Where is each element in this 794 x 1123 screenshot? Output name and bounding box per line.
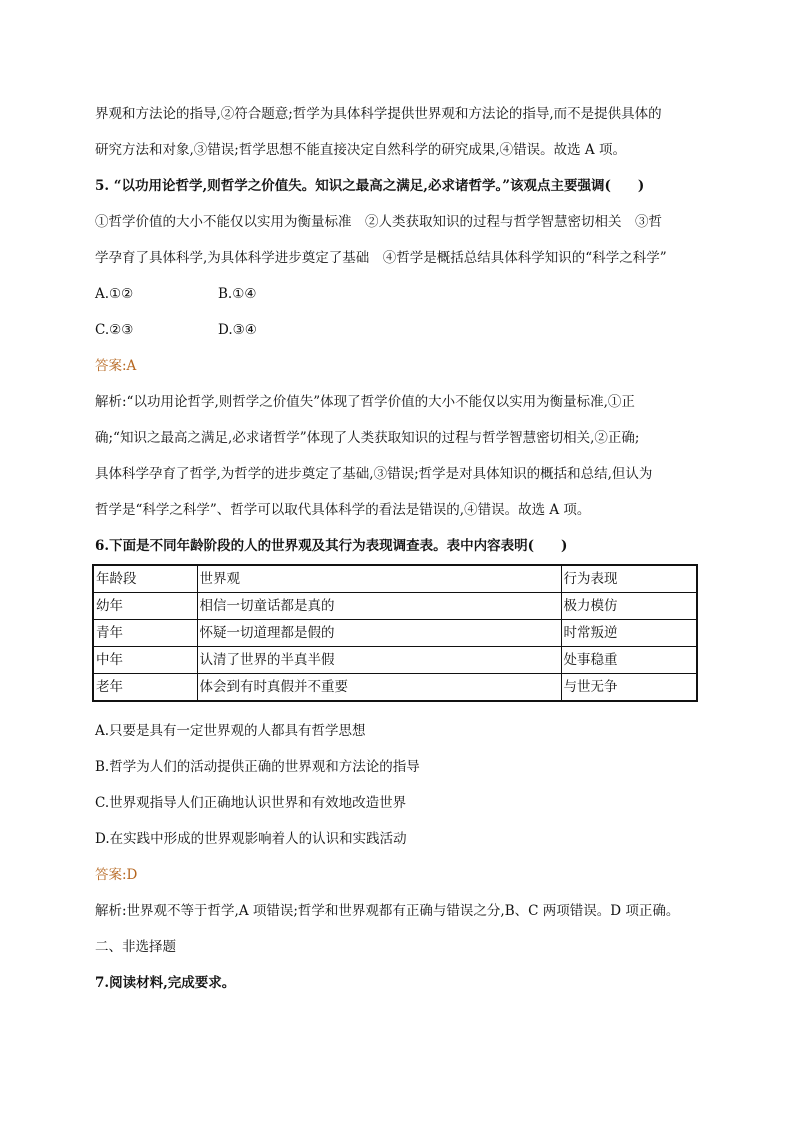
table-row	[93, 647, 697, 674]
option-d: D.③④	[218, 322, 257, 338]
table-row	[93, 674, 697, 702]
question-5-analysis	[95, 393, 635, 411]
table-cell: 幼年	[93, 593, 197, 620]
question-6-stem: 6.下面是不同年龄阶段的人的世界观及其行为表现调查表。表中内容表明( )	[95, 538, 568, 554]
section-heading: 二、非选择题	[95, 939, 176, 955]
table-cell: 时常叛逆	[561, 620, 697, 647]
question-7-stem: 7.阅读材料,完成要求。	[95, 975, 236, 991]
question-5-analysis: 具体科学孕育了哲学,为哲学的进步奠定了基础,③错误;哲学是对具体知识的概括和总结,但认为	[95, 466, 653, 482]
question-5-statements: 学孕育了具体科学,为具体科学进步奠定了基础 ④哲学是概括总结具体科学知识的“科学之科学”	[95, 250, 667, 266]
question-5-answer: 答案:A	[95, 358, 137, 374]
table-header-cell: 世界观	[197, 565, 561, 593]
option-c: C.②③	[95, 322, 134, 338]
table-cell: 极力模仿	[561, 593, 697, 620]
question-6-analysis: 解析:世界观不等于哲学,A 项错误;哲学和世界观都有正确与错误之分,B、C 两项错误。D 项正确。	[95, 903, 680, 919]
table-header-cell: 年龄段	[93, 565, 197, 593]
question-5-analysis: 确;“知识之最高之满足,必求诸哲学”体现了人类获取知识的过程与哲学智慧密切相关,②正确;	[95, 430, 640, 446]
question-5-analysis: 哲学是“科学之科学”、哲学可以取代具体科学的看法是错误的,④错误。故选 A 项。	[95, 502, 591, 518]
paragraph-line: 界观和方法论的指导,②符合题意;哲学为具体科学提供世界观和方法论的指导,而不是提供具体的	[95, 106, 662, 122]
analysis-text: 解析:“以功用论哲学,则哲学之价值失”体现了哲学价值的大小不能仅以实用为衡量标准,①正	[95, 394, 635, 410]
table-cell: 认清了世界的半真半假	[197, 647, 561, 674]
table-cell: 相信一切童话都是真的	[197, 593, 561, 620]
question-6-option-c: C.世界观指导人们正确地认识世界和有效地改造世界	[95, 795, 407, 811]
table-row	[93, 620, 697, 647]
table-row	[93, 593, 697, 620]
table-cell: 处事稳重	[561, 647, 697, 674]
table-cell: 青年	[93, 620, 197, 647]
question-5-stem: 5. “以功用论哲学,则哲学之价值失。知识之最高之满足,必求诸哲学。”该观点主要强调( )	[95, 178, 645, 194]
table-cell: 中年	[93, 647, 197, 674]
question-6-answer: 答案:D	[95, 867, 138, 883]
paragraph-line: 研究方法和对象,③错误;哲学思想不能直接决定自然科学的研究成果,④错误。故选 A 项。	[95, 142, 626, 158]
table-cell: 老年	[93, 674, 197, 702]
table-cell: 怀疑一切道理都是假的	[197, 620, 561, 647]
question-6-option-d: D.在实践中形成的世界观影响着人的认识和实践活动	[95, 831, 407, 847]
survey-table	[92, 564, 698, 702]
table-header-cell: 行为表现	[561, 565, 697, 593]
table-cell: 与世无争	[561, 674, 697, 702]
table-cell: 体会到有时真假并不重要	[197, 674, 561, 702]
question-6-option-a: A.只要是具有一定世界观的人都具有哲学思想	[95, 723, 366, 739]
option-a: A.①②	[95, 286, 134, 302]
table-header-row	[93, 565, 697, 593]
option-b: B.①④	[218, 286, 257, 302]
question-5-statements: ①哲学价值的大小不能仅以实用为衡量标准 ②人类获取知识的过程与哲学智慧密切相关 ③哲	[95, 214, 662, 230]
question-6-option-b: B.哲学为人们的活动提供正确的世界观和方法论的指导	[95, 759, 420, 775]
